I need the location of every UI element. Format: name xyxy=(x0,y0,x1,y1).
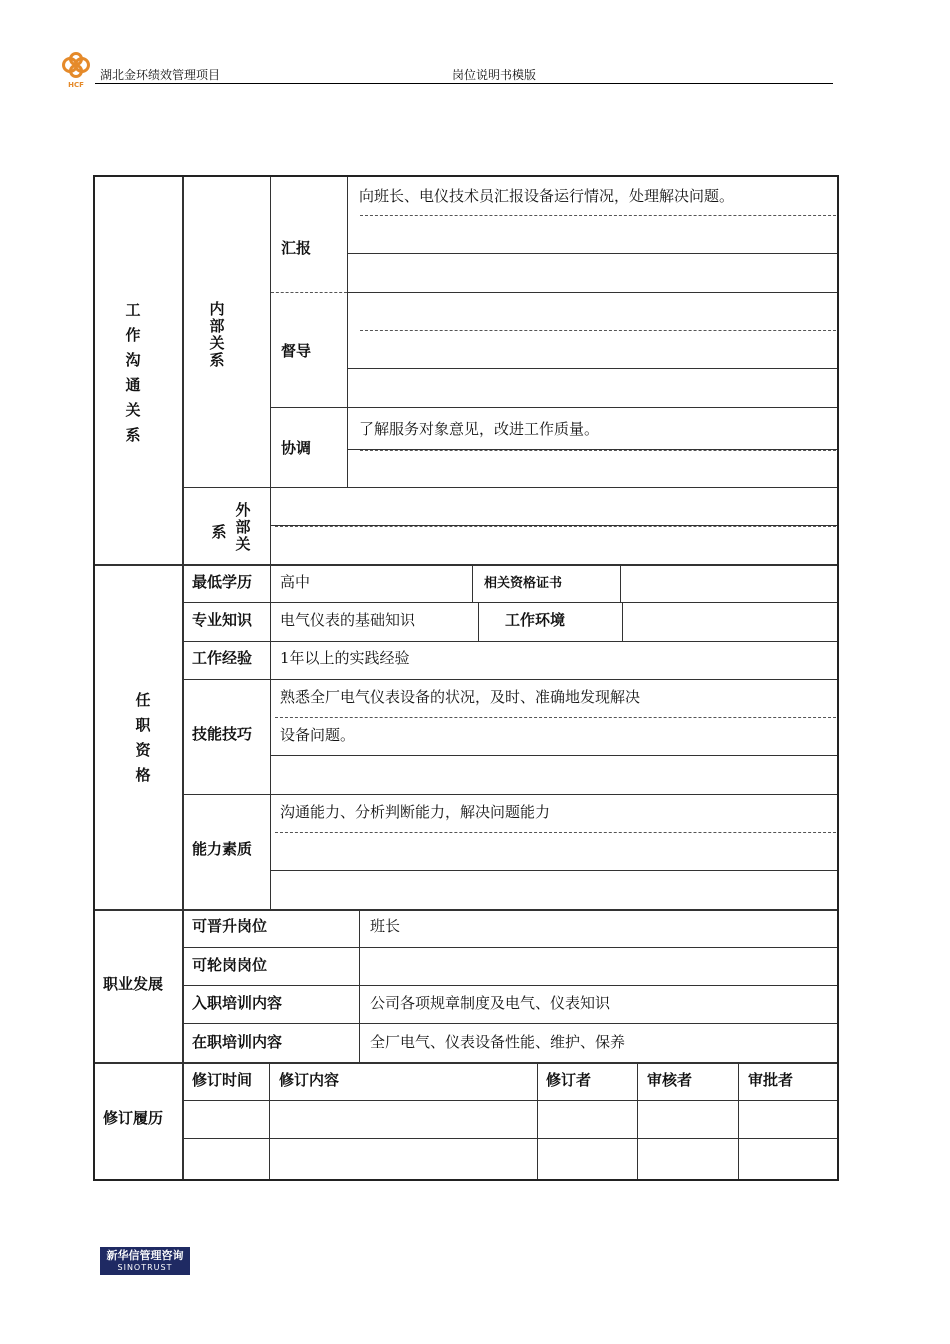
ability-line-1: 沟通能力、分析判断能力，解决问题能力 xyxy=(280,803,551,821)
experience-value: 1年以上的实践经验 xyxy=(280,649,410,667)
revision-column-header: 修订者 xyxy=(546,1071,592,1089)
subtype-column-divider xyxy=(347,177,348,487)
skills-line-2: 设备问题。 xyxy=(280,726,356,744)
logo-caption: HCF xyxy=(68,81,84,89)
career-row-value: 全厂电气、仪表设备性能、维护、保养 xyxy=(370,1033,626,1051)
revision-column-header: 审核者 xyxy=(647,1071,693,1089)
external-relations-label: 外部关 xyxy=(235,501,251,553)
ability-label: 能力素质 xyxy=(192,840,253,858)
consultancy-logo-name: 新华信管理咨询 xyxy=(106,1249,184,1262)
revision-column-header: 修订时间 xyxy=(192,1071,253,1089)
knowledge-value: 电气仪表的基础知识 xyxy=(280,611,416,629)
career-section-label: 职业发展 xyxy=(103,975,164,993)
career-row-value: 班长 xyxy=(370,917,401,935)
report-supervise-dashed xyxy=(271,292,347,293)
skills-label: 技能技巧 xyxy=(192,725,253,743)
revision-column-header: 审批者 xyxy=(748,1071,794,1089)
internal-external-divider xyxy=(183,487,837,488)
page-header xyxy=(0,0,950,100)
career-row-label: 在职培训内容 xyxy=(192,1033,283,1051)
education-label: 最低学历 xyxy=(192,573,253,591)
header-divider xyxy=(95,83,833,84)
divider-section-1 xyxy=(95,564,837,566)
career-row-label: 可轮岗岗位 xyxy=(192,956,268,974)
knowledge-label: 专业知识 xyxy=(192,611,253,629)
career-row-value: 公司各项规章制度及电气、仪表知识 xyxy=(370,994,611,1012)
report-line-1: 向班长、电仪技术员汇报设备运行情况，处理解决问题。 xyxy=(359,187,735,205)
project-name: 湖北金环绩效管理项目 xyxy=(100,68,221,82)
internal-column-divider xyxy=(270,177,271,564)
report-label: 汇报 xyxy=(281,239,312,257)
career-row-label: 入职培训内容 xyxy=(192,994,283,1012)
coordinate-label: 协调 xyxy=(281,439,312,457)
revision-column-header: 修订内容 xyxy=(279,1071,340,1089)
consultancy-logo-brand: SINOTRUST xyxy=(117,1263,173,1272)
divider-section-3 xyxy=(95,1062,837,1064)
divider-section-2 xyxy=(95,909,837,911)
internal-relations-label: 内部关系 xyxy=(209,300,225,369)
qualification-section-label: 任职资格 xyxy=(135,691,151,784)
environment-label: 工作环境 xyxy=(505,611,566,629)
section-column-divider xyxy=(182,177,184,1179)
career-row-label: 可晋升岗位 xyxy=(192,917,268,935)
external-relations-label-tail: 系 xyxy=(211,523,227,541)
skills-line-1: 熟悉全厂电气仪表设备的状况，及时、准确地发现解决 xyxy=(280,688,641,706)
communication-section-label: 工作沟通关系 xyxy=(125,301,141,444)
company-logo-icon xyxy=(57,52,95,90)
revision-section-label: 修订履历 xyxy=(103,1109,164,1127)
experience-label: 工作经验 xyxy=(192,649,253,667)
consultancy-logo xyxy=(100,1247,190,1275)
supervise-label: 督导 xyxy=(281,342,312,360)
education-value: 高中 xyxy=(280,573,311,591)
document-title: 岗位说明书模版 xyxy=(452,68,537,82)
coordinate-line-1: 了解服务对象意见，改进工作质量。 xyxy=(359,420,600,438)
certificate-label: 相关资格证书 xyxy=(484,576,563,591)
